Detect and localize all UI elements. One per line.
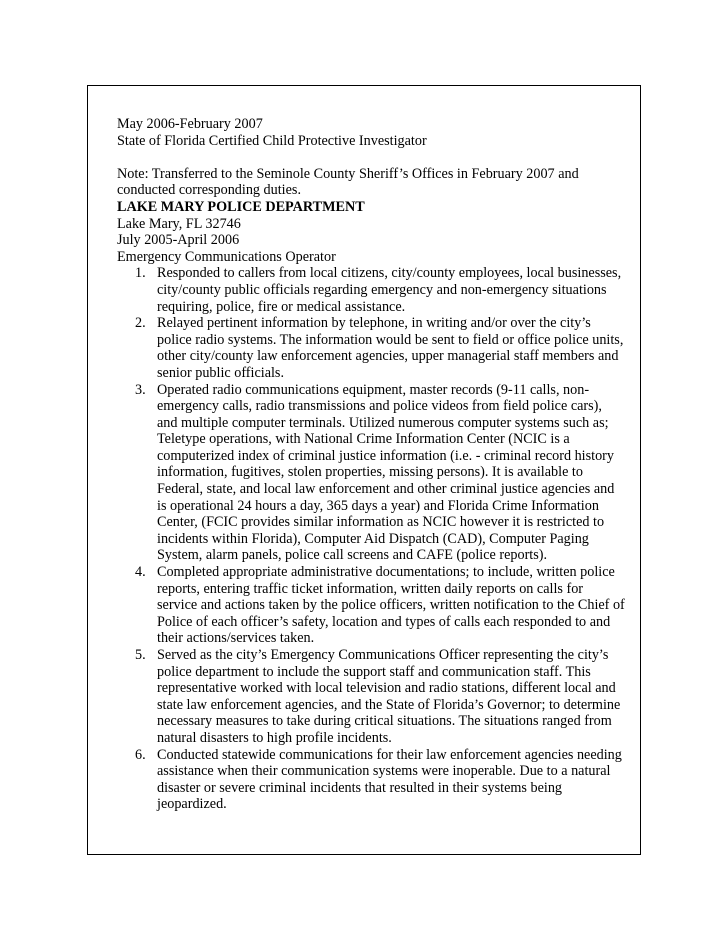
duty-item <box>117 315 625 381</box>
employer-name: LAKE MARY POLICE DEPARTMENT <box>117 198 365 215</box>
spacer <box>117 149 625 166</box>
duty-number: 2. <box>135 315 146 332</box>
duty-number: 6. <box>135 746 146 763</box>
duty-number: 4. <box>135 564 146 581</box>
duty-number: 1. <box>135 265 146 282</box>
job-dates: July 2005-April 2006 <box>117 232 240 249</box>
previous-job-dates: May 2006-February 2007 <box>117 116 263 132</box>
duty-text: Responded to callers from local citizens, city/county employees, local businesses, city/county public officials regarding emergency and non-emergency situations requiring, police, fire or medical assistance. <box>157 265 622 315</box>
duty-item <box>117 382 625 565</box>
duty-text: Conducted statewide communications for their law enforcement agencies needing assistance when their communication systems were inoperable. Due to a natural disaster or severe criminal incidents that resulted in their systems being jeopardized. <box>157 746 622 813</box>
duty-number: 5. <box>135 647 146 663</box>
duty-item <box>117 265 625 315</box>
duty-text: Operated radio communications equipment, master records (9-11 calls, non-emergency calls, radio transmissions and police videos from field police cars), and multiple computer terminals. Utilized numerous computer systems such as; Teletype operations, with National Crime Information Center (NCIC is a computerized index of criminal justice information (i.e. - criminal record history information, fugitives, stolen properties, missing persons). It is available to Federal, state, and local law enforcement and other criminal justice agencies and is operational 24 hours a day, 365 days a year) and Florida Crime Information Center, (FCIC provides similar information as NCIC however it is restricted to incidents within Florida), Computer Aid Dispatch (CAD), Computer Paging System, alarm panels, police call screens and CAFE (police reports). <box>157 381 615 564</box>
duty-text: Relayed pertinent information by telephone, in writing and/or over the city’s police radio systems. The information would be sent to field or office police units, other city/county law enforcement agencies, upper managerial staff members and senior public officials. <box>157 315 624 381</box>
previous-job-title: State of Florida Certified Child Protective Investigator <box>117 132 427 149</box>
duty-item <box>117 564 625 647</box>
job-title: Emergency Communications Operator <box>117 248 336 265</box>
duty-text: Served as the city’s Emergency Communications Officer representing the city’s police department to include the support staff and communication staff. This representative worked with local television and radio stations, different local and state law enforcement agencies, and the State of Florida’s Governor; to determine necessary measures to take during critical situations. The situations ranged from natural disasters to high profile incidents. <box>157 647 621 746</box>
resume-content <box>117 116 625 813</box>
duty-item <box>117 747 625 813</box>
employer-location: Lake Mary, FL 32746 <box>117 215 241 232</box>
duty-text: Completed appropriate administrative documentations; to include, written police reports, entering traffic ticket information, written daily reports on calls for service and actions taken by the police officers, written notification to the Chief of Police of each officer’s safety, location and types of calls each responded to and their actions/services taken. <box>157 564 625 647</box>
duty-number: 3. <box>135 381 146 398</box>
duty-item <box>117 647 625 747</box>
transfer-note: Note: Transferred to the Seminole County Sheriff’s Offices in February 2007 and conducted corresponding duties. <box>117 165 579 199</box>
duties-list <box>117 265 625 813</box>
